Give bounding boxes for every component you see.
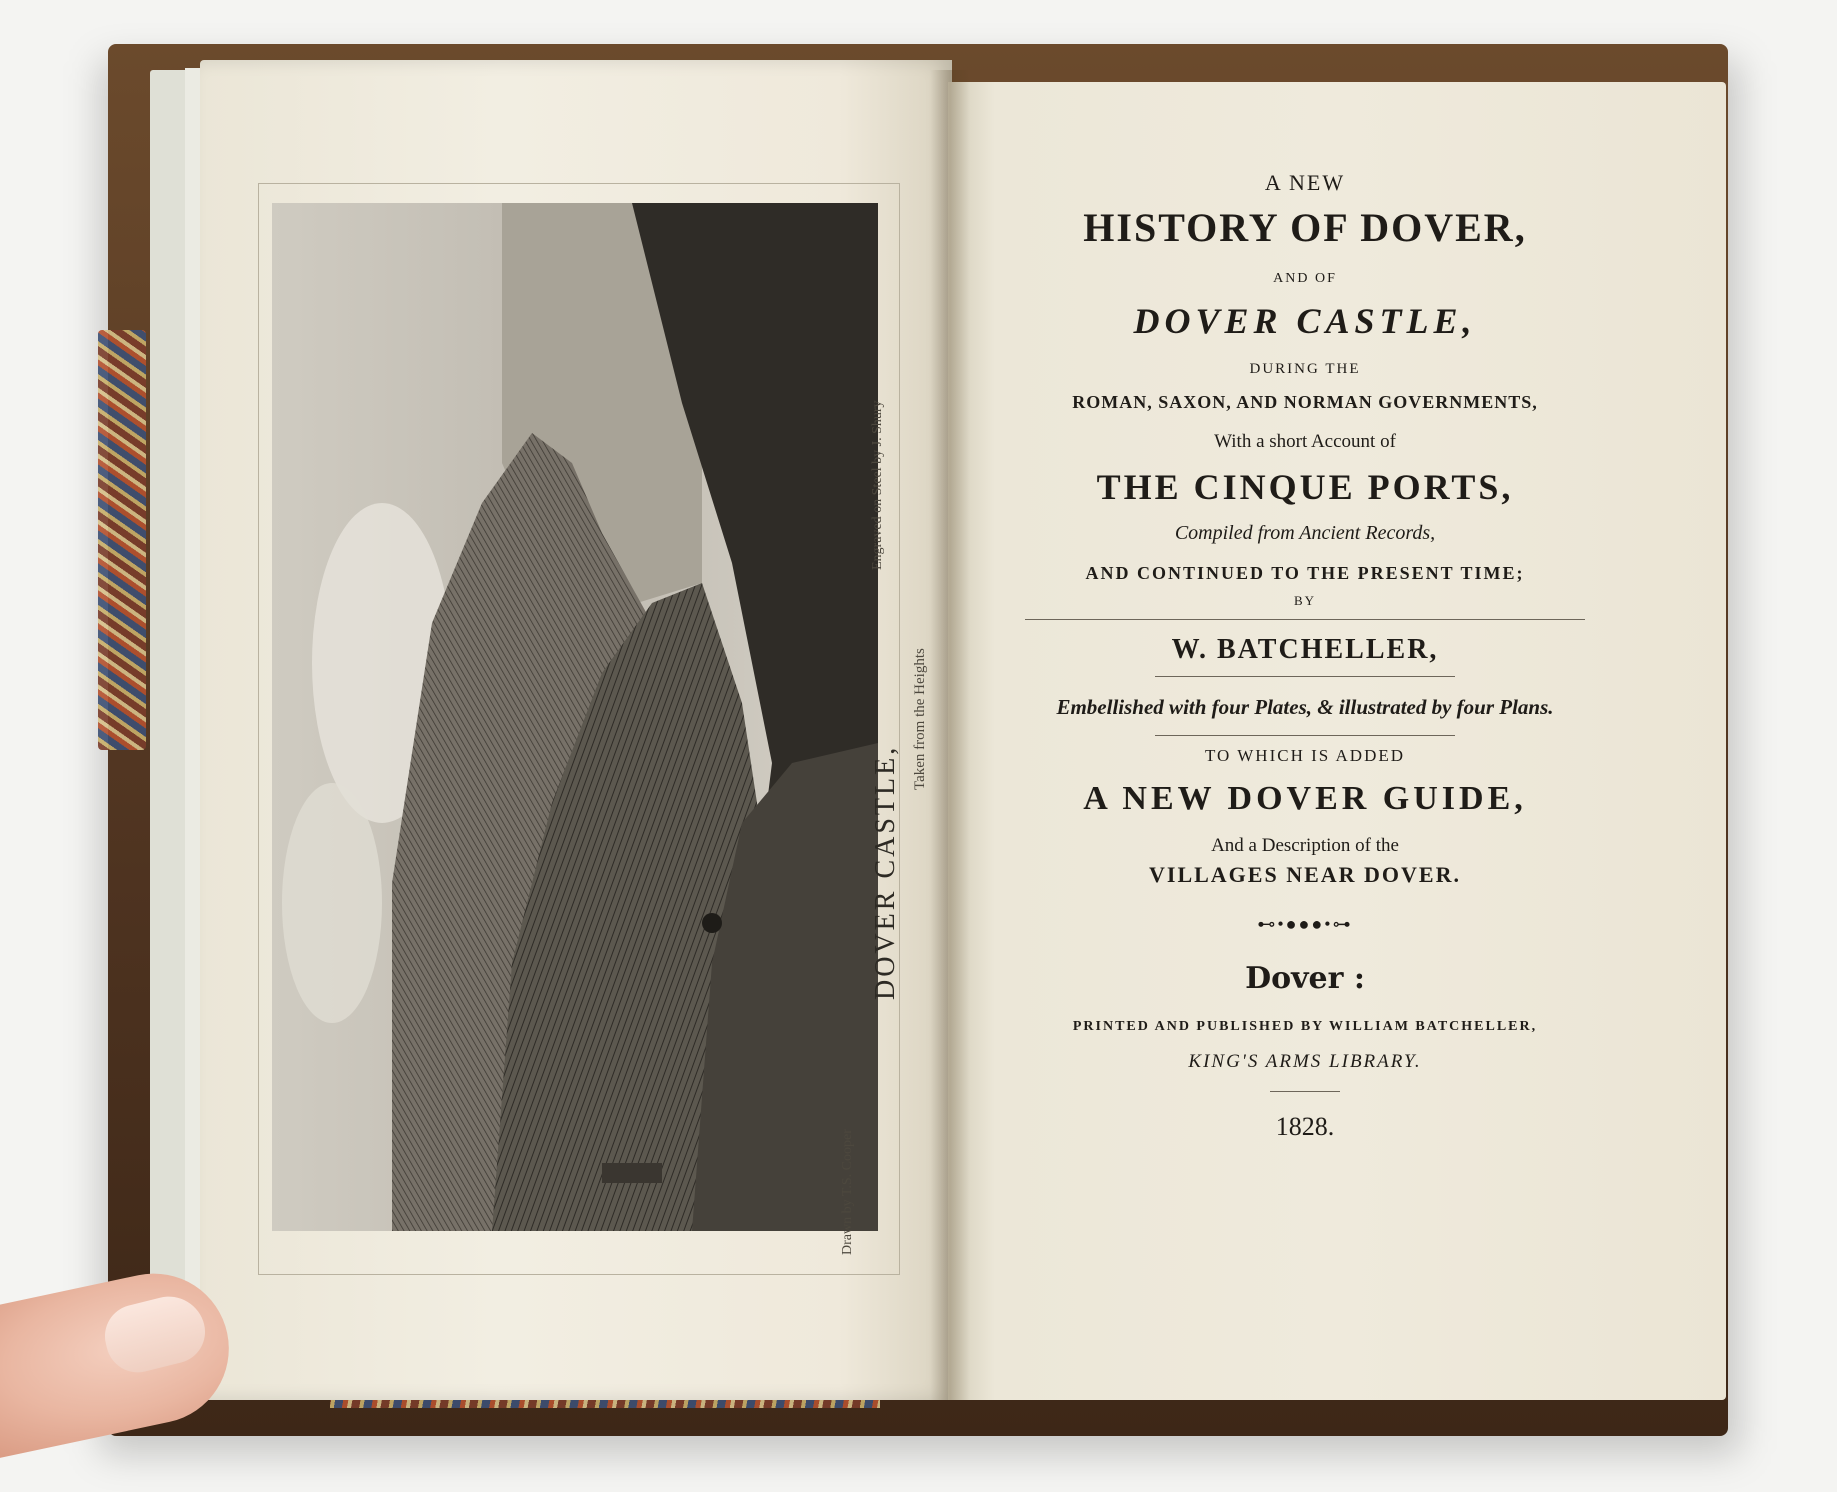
ornament-icon: ⊷•●●●•⊶ (1257, 913, 1353, 934)
plate-boat (602, 1163, 662, 1183)
divider (1025, 619, 1585, 620)
plate-engraver-credit: Engraved on Steel by J. Shury (870, 400, 885, 570)
plate-cloud (282, 783, 382, 1023)
title-page (985, 170, 1625, 1142)
imprint-library: KING'S ARMS LIBRARY. (1188, 1050, 1422, 1072)
author-name: W. BATCHELLER, (1171, 633, 1439, 665)
embellishment-note: Embellished with four Plates, & illustrated by four Plans. (1056, 694, 1554, 719)
title-line: Compiled from Ancient Records, (1174, 521, 1436, 544)
title-line: And a Description of the (1211, 834, 1399, 856)
marbled-edge-left (98, 330, 146, 750)
plate-caption: DOVER CASTLE, (870, 744, 901, 1000)
title-line: DURING THE (1249, 360, 1361, 377)
imprint-year: 1828. (1275, 1111, 1335, 1141)
title-line: With a short Account of (1214, 430, 1396, 452)
divider (1270, 1091, 1340, 1092)
title-line: AND OF (1273, 271, 1337, 287)
plate-figure (702, 913, 722, 933)
divider (1155, 735, 1455, 736)
title-line: ROMAN, SAXON, AND NORMAN GOVERNMENTS, (1072, 392, 1538, 413)
title-line: BY (1293, 592, 1317, 608)
title-line: VILLAGES NEAR DOVER. (1149, 862, 1461, 888)
title-line: A NEW (1264, 170, 1346, 195)
plate-artist-credit: Drawn by T.S. Cooper (840, 1129, 855, 1255)
subtitle-guide: A NEW DOVER GUIDE, (1083, 780, 1527, 818)
subtitle-cinque-ports: THE CINQUE PORTS, (1096, 466, 1514, 507)
book-gutter (930, 70, 970, 1400)
title-line: AND CONTINUED TO THE PRESENT TIME; (1085, 562, 1525, 583)
engraving-illustration (272, 203, 878, 1231)
main-title: HISTORY OF DOVER, (1083, 205, 1527, 251)
imprint-publisher: PRINTED AND PUBLISHED BY WILLIAM BATCHELLER, (1072, 1018, 1538, 1034)
imprint-place: Dover : (1245, 961, 1365, 997)
plate-subcaption: Taken from the Heights (912, 648, 928, 790)
subtitle-castle: DOVER CASTLE, (1133, 301, 1477, 342)
divider (1155, 676, 1455, 677)
title-line: TO WHICH IS ADDED (1204, 745, 1406, 765)
